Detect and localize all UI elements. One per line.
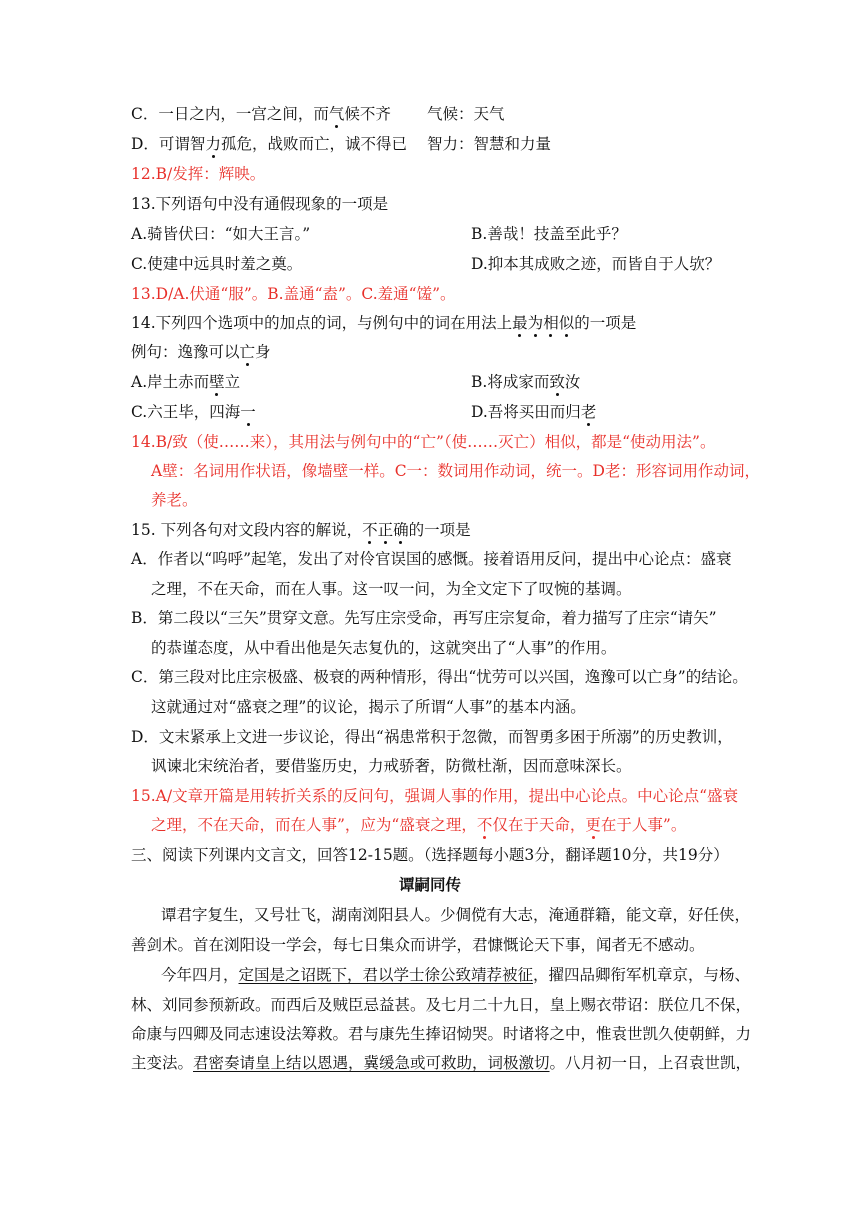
q15-option-a-line1: A．作者以“呜呼”起笔，发出了对伶官误国的感慨。接着语用反问，提出中心论点：盛衰 <box>131 550 732 568</box>
q13-option-b: B.善哉！技盖至此乎？ <box>471 225 627 243</box>
q14-option-c: C.六王毕，四海一 <box>131 403 256 421</box>
q13-option-d: D.抑本其成败之迹，而皆自于人欤？ <box>471 255 721 273</box>
q15-option-c-line1: C．第三段对比庄宗极盛、极衰的两种情形，得出“忧劳可以兴国，逸豫可以亡身”的结论。 <box>131 668 748 686</box>
q15-question: 15. 下列各句对文段内容的解说，不正确的一项是 <box>131 521 471 539</box>
q15-answer-line1: 15.A/文章开篇是用转折关系的反问句，强调人事的作用，提出中心论点。中心论点“盛衰 <box>131 787 738 805</box>
q11-option-c: C．一日之内，一宫之间，而气候不齐 <box>131 105 391 123</box>
q11-option-d-gloss: 智力：智慧和力量 <box>427 135 552 153</box>
passage-p2-line3: 命康与四卿及同志速设法筹救。君与康先生捧诏恸哭。时诸将之中，惟袁世凯久使朝鲜，力 <box>131 1025 752 1043</box>
q15-option-d-line1: D．文末紧承上文进一步议论，得出“祸患常积于忽微，而智勇多困于所溺”的历史教训， <box>131 728 733 746</box>
q13-option-c: C.使建中远具时羞之奠。 <box>131 255 303 273</box>
q13-question: 13.下列语句中没有通假现象的一项是 <box>131 195 389 213</box>
q14-answer-line3: 养老。 <box>151 491 198 509</box>
q14-answer-line1: 14.B/致（使……来），其用法与例句中的“亡”（使……灭亡）相似，都是“使动用法”。 <box>131 433 716 451</box>
q15-option-b-line1: B．第二段以“三矢”贯穿文意。先写庄宗受命，再写庄宗复命，着力描写了庄宗“请矢” <box>131 609 717 627</box>
q14-option-a: A.岸土赤而壁立 <box>131 373 241 391</box>
q11-option-d: D．可谓智力孤危，战败而亡，诚不得已 <box>131 135 407 153</box>
passage-p2-line4: 主变法。君密奏请皇上结以恩遇，冀缓急或可救助，词极激切。八月初一日，上召袁世凯， <box>131 1054 752 1072</box>
passage-p2-line2: 林、刘同参预新政。而西后及贼臣忌益甚。及七月二十九日，皇上赐衣带诏：朕位几不保， <box>131 996 752 1014</box>
q14-question: 14.下列四个选项中的加点的词，与例句中的词在用法上最为相似的一项是 <box>131 314 637 332</box>
passage-p1-line1: 谭君字复生，又号壮飞，湖南浏阳县人。少倜傥有大志，淹通群籍，能文章，好任侠， <box>161 906 751 924</box>
q15-option-a-line2: 之理，不在天命，而在人事。这一叹一问，为全文定下了叹惋的基调。 <box>151 580 632 598</box>
q15-option-d-line2: 讽谏北宋统治者，要借鉴历史，力戒骄奢，防微杜渐，因而意味深长。 <box>151 757 632 775</box>
q13-answer: 13.D/A.伏通“服”。B.盖通“盍”。C.羞通“馐”。 <box>131 285 456 303</box>
q15-option-c-line2: 这就通过对“盛衰之理”的议论，揭示了所谓“人事”的基本内涵。 <box>151 698 586 716</box>
emphasis-dot-char: 力 <box>205 135 221 153</box>
emphasis-dot-char: 气 <box>328 105 345 123</box>
q14-answer-line2: A壁：名词用作状语，像墙壁一样。C一：数词用作动词，统一。D老：形容词用作动词， <box>151 462 760 480</box>
q15-option-b-line2: 的恭谨态度，从中看出他是矢志复仇的，这就突出了“人事”的作用。 <box>151 639 617 657</box>
q14-option-d: D.吾将买田而归老 <box>471 403 597 421</box>
passage-p2-line1: 今年四月，定国是之诏既下，君以学士徐公致靖荐被征，擢四品卿衔军机章京，与杨、 <box>161 966 751 984</box>
passage-p1-line2: 善剑术。首在浏阳设一学会，每七日集众而讲学，君慷慨论天下事，闻者无不感动。 <box>131 936 705 954</box>
section-three-heading: 三、阅读下列课内文言文，回答12-15题。（选择题每小题3分，翻译题10分，共19分） <box>131 846 729 864</box>
q13-option-a: A.骑皆伏曰：“如大王言。” <box>131 225 311 243</box>
q14-example: 例句：逸豫可以亡身 <box>131 343 271 361</box>
q15-answer-line2: 之理，不在天命，而在人事”，应为“盛衰之理，不仅在于天命，更在于人事”。 <box>151 816 687 834</box>
q14-option-b: B.将成家而致汝 <box>471 373 581 391</box>
q11-option-c-gloss: 气候：天气 <box>427 105 505 123</box>
passage-title: 谭嗣同传 <box>398 876 461 894</box>
q12-answer: 12.B/发挥：辉映。 <box>131 165 266 183</box>
